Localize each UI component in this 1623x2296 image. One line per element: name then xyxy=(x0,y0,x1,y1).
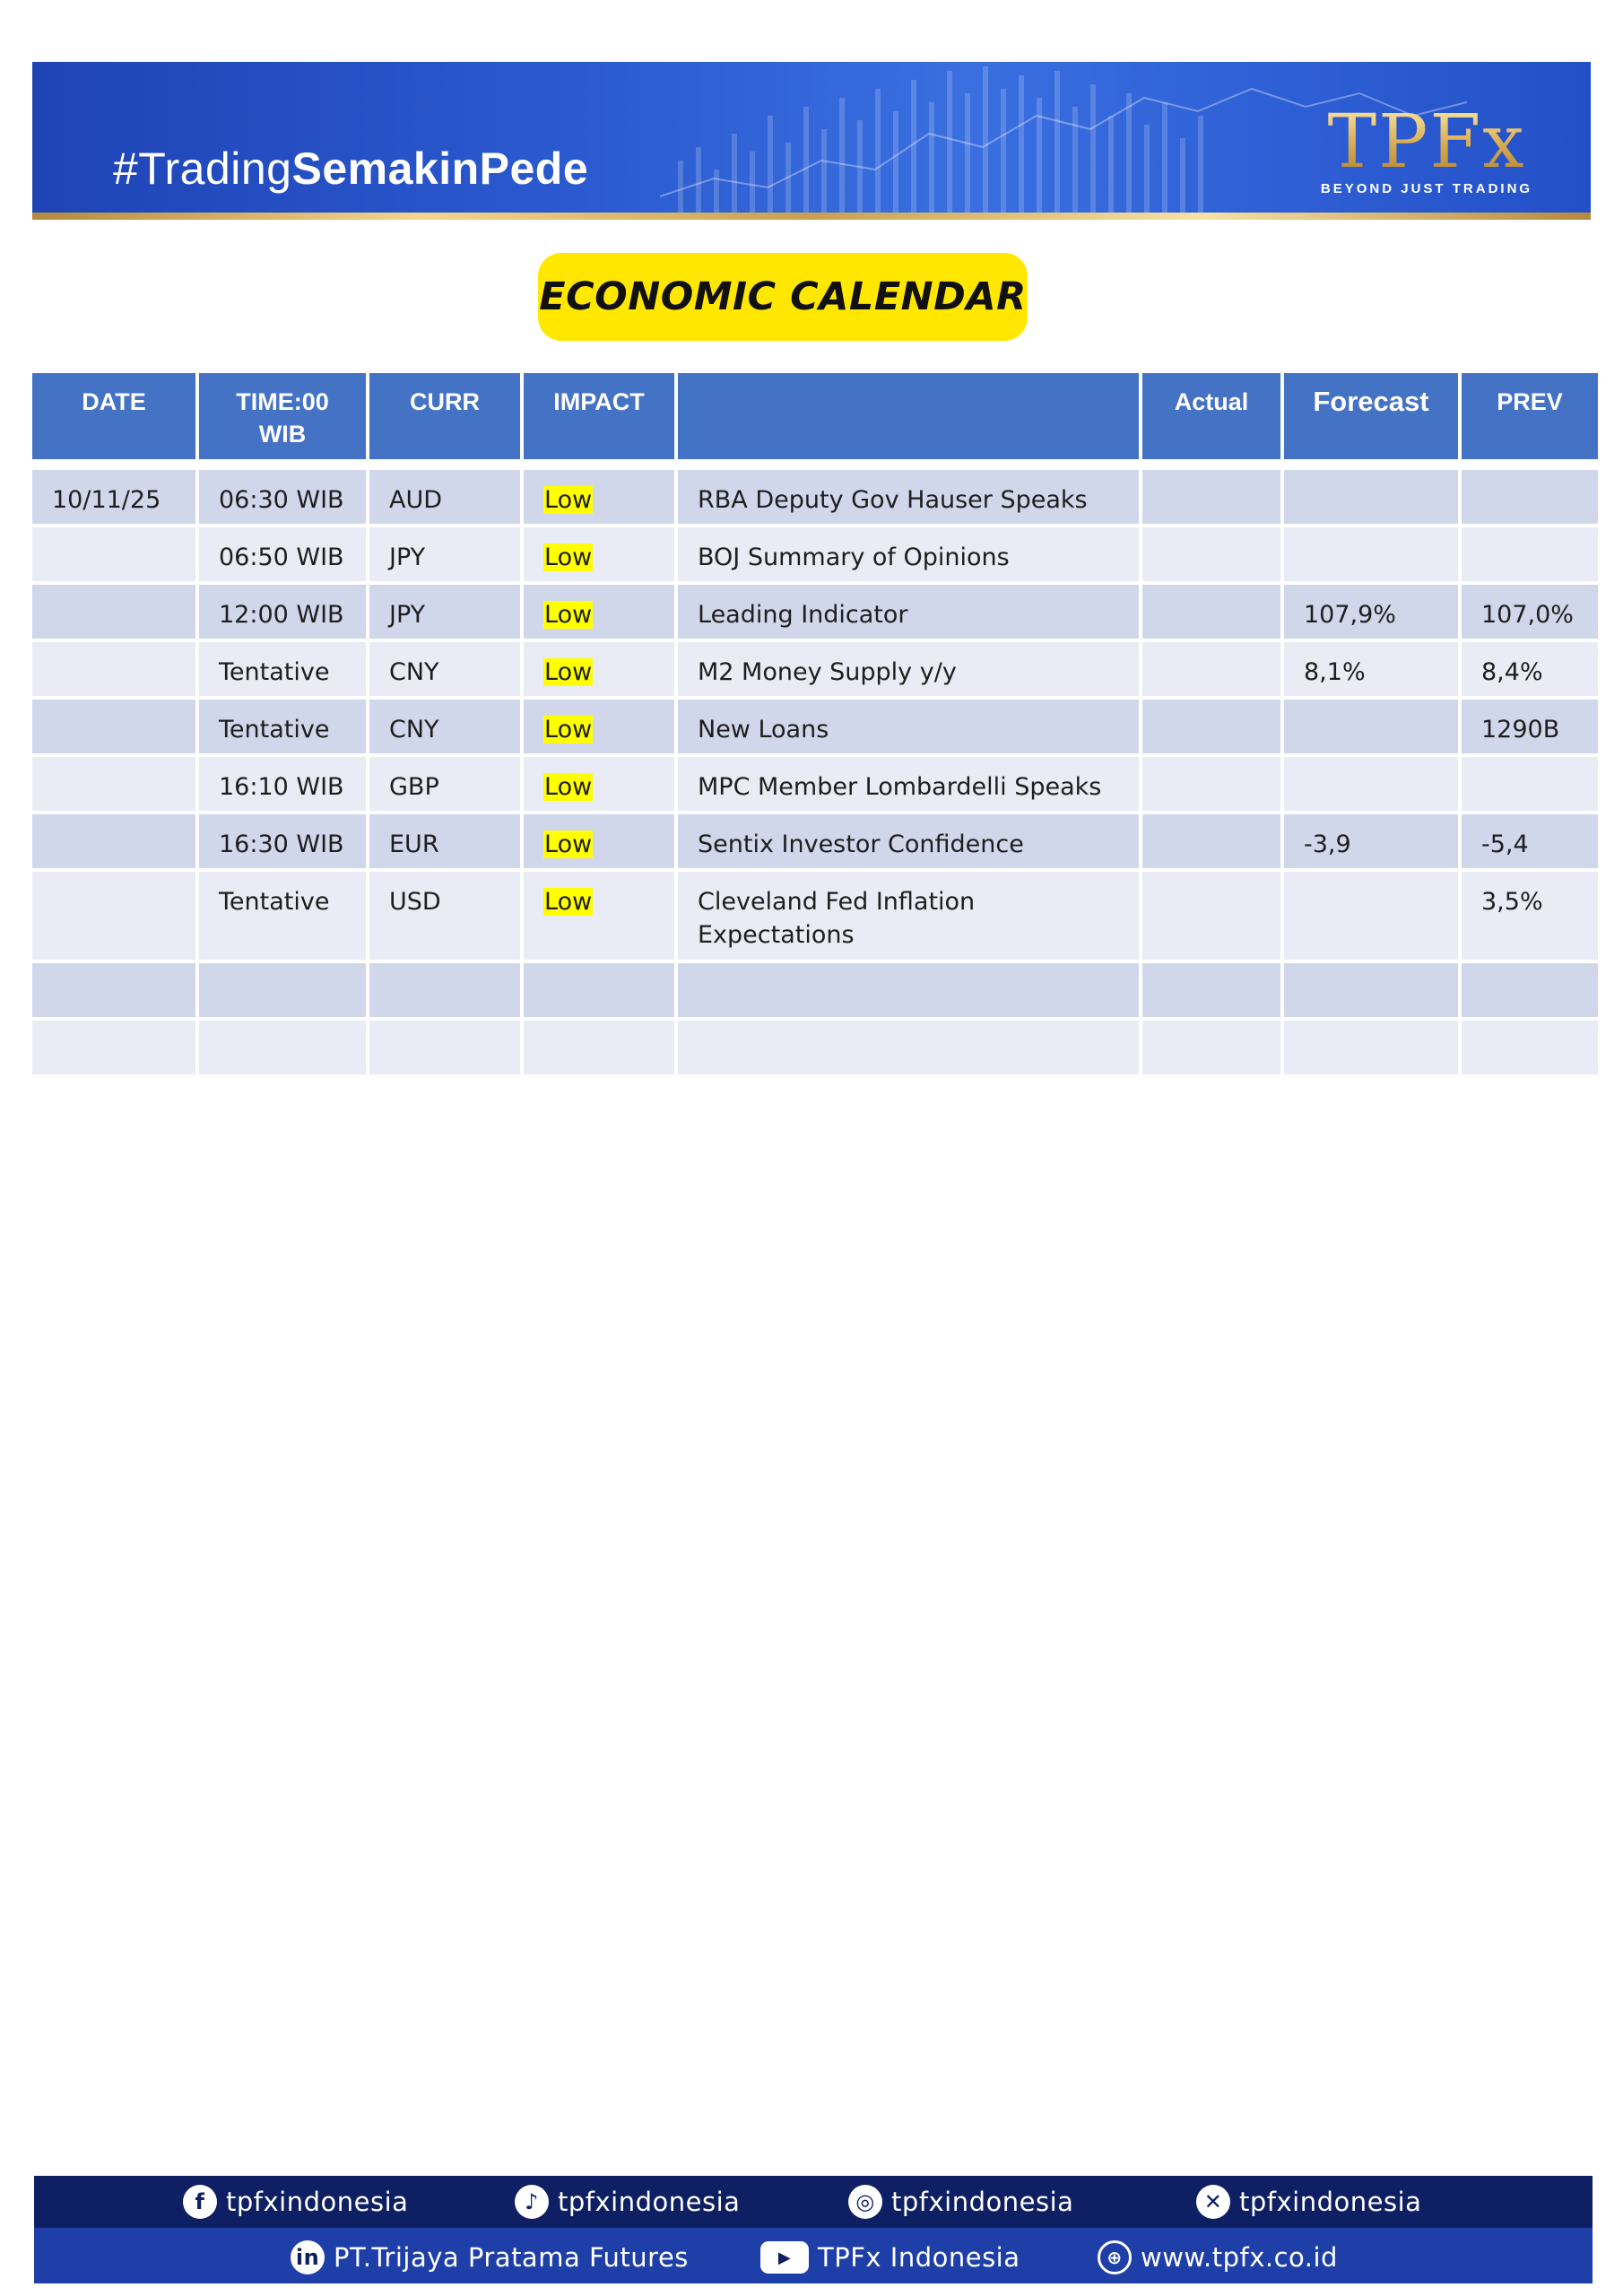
cell-curr: CNY xyxy=(369,700,520,753)
header-actual: Actual xyxy=(1142,373,1280,459)
cell-event: M2 Money Supply y/y xyxy=(678,642,1139,696)
header-time-line1: TIME:00 xyxy=(236,388,329,415)
cell-time: Tentative xyxy=(199,642,366,696)
cell-prev xyxy=(1462,470,1598,524)
impact-badge: Low xyxy=(544,601,593,629)
cell-actual xyxy=(1142,757,1280,811)
header-prev: PREV xyxy=(1462,373,1598,459)
cell-actual xyxy=(1142,527,1280,581)
cell-actual xyxy=(1142,872,1280,960)
website-label: www.tpfx.co.id xyxy=(1141,2242,1338,2273)
youtube-label: TPFx Indonesia xyxy=(818,2242,1020,2273)
cell-actual xyxy=(1142,814,1280,868)
tiktok-icon: ♪ xyxy=(515,2185,549,2219)
impact-badge: Low xyxy=(544,544,593,571)
brand-logo-text: TPFx xyxy=(1297,106,1557,179)
cell-time: 06:30 WIB xyxy=(199,470,366,524)
cell-time: 16:10 WIB xyxy=(199,757,366,811)
empty-cell xyxy=(199,1021,366,1074)
cell-time: 06:50 WIB xyxy=(199,527,366,581)
table-row xyxy=(32,470,1598,524)
linkedin-link[interactable] xyxy=(291,2240,689,2274)
cell-prev xyxy=(1462,527,1598,581)
x-link[interactable] xyxy=(1196,2185,1421,2219)
impact-badge: Low xyxy=(544,831,593,858)
cell-time: 16:30 WIB xyxy=(199,814,366,868)
cell-date xyxy=(32,757,195,811)
cell-event: MPC Member Lombardelli Speaks xyxy=(678,757,1139,811)
cell-impact xyxy=(524,470,674,524)
header-time xyxy=(199,373,366,459)
empty-cell xyxy=(32,963,195,1017)
cell-actual xyxy=(1142,700,1280,753)
cell-forecast xyxy=(1284,700,1458,753)
empty-cell xyxy=(524,1021,674,1074)
cell-curr: JPY xyxy=(369,527,520,581)
x-label: tpfxindonesia xyxy=(1239,2187,1422,2217)
cell-forecast xyxy=(1284,470,1458,524)
website-link[interactable] xyxy=(1098,2240,1338,2274)
cell-date: 10/11/25 xyxy=(32,470,195,524)
cell-prev: 3,5% xyxy=(1462,872,1598,960)
cell-forecast: -3,9 xyxy=(1284,814,1458,868)
instagram-link[interactable] xyxy=(848,2185,1073,2219)
cell-event: BOJ Summary of Opinions xyxy=(678,527,1139,581)
empty-cell xyxy=(32,1021,195,1074)
page-title-pill xyxy=(538,253,1028,341)
impact-badge: Low xyxy=(544,888,593,916)
cell-event: Leading Indicator xyxy=(678,585,1139,639)
cell-time: 12:00 WIB xyxy=(199,585,366,639)
empty-cell xyxy=(369,963,520,1017)
cell-prev: 8,4% xyxy=(1462,642,1598,696)
cell-date xyxy=(32,814,195,868)
empty-cell xyxy=(369,1021,520,1074)
hashtag-bold: SemakinPede xyxy=(291,144,589,194)
tiktok-label: tpfxindonesia xyxy=(558,2187,741,2217)
cell-time: Tentative xyxy=(199,700,366,753)
instagram-icon: ◎ xyxy=(848,2185,882,2219)
social-footer xyxy=(34,2176,1593,2283)
impact-badge: Low xyxy=(544,716,593,744)
facebook-label: tpfxindonesia xyxy=(226,2187,409,2217)
cell-curr: JPY xyxy=(369,585,520,639)
instagram-label: tpfxindonesia xyxy=(891,2187,1074,2217)
empty-cell xyxy=(1142,963,1280,1017)
cell-forecast xyxy=(1284,757,1458,811)
x-icon: ✕ xyxy=(1196,2185,1230,2219)
cell-impact xyxy=(524,585,674,639)
empty-cell xyxy=(524,963,674,1017)
cell-forecast: 8,1% xyxy=(1284,642,1458,696)
cell-actual xyxy=(1142,585,1280,639)
cell-date xyxy=(32,700,195,753)
facebook-link[interactable] xyxy=(183,2185,408,2219)
cell-event: New Loans xyxy=(678,700,1139,753)
cell-impact xyxy=(524,757,674,811)
header-impact: IMPACT xyxy=(524,373,674,459)
header-banner xyxy=(32,62,1591,220)
youtube-link[interactable] xyxy=(760,2241,1020,2274)
cell-event: Sentix Investor Confidence xyxy=(678,814,1139,868)
cell-event-line1: Cleveland Fed Inflation xyxy=(698,888,976,916)
cell-curr: GBP xyxy=(369,757,520,811)
empty-cell xyxy=(678,1021,1139,1074)
table-row xyxy=(32,700,1598,753)
cell-prev: -5,4 xyxy=(1462,814,1598,868)
empty-table-row xyxy=(32,963,1598,1017)
page-title: ECONOMIC CALENDAR xyxy=(539,274,1027,319)
hashtag-slogan xyxy=(113,143,588,195)
tiktok-link[interactable] xyxy=(515,2185,740,2219)
header-event xyxy=(678,373,1139,459)
brand-tagline: BEYOND JUST TRADING xyxy=(1320,181,1533,196)
empty-table-row xyxy=(32,1021,1598,1074)
table-row xyxy=(32,872,1598,960)
table-row xyxy=(32,527,1598,581)
linkedin-icon: in xyxy=(291,2240,325,2274)
cell-curr: CNY xyxy=(369,642,520,696)
cell-impact xyxy=(524,700,674,753)
cell-date xyxy=(32,585,195,639)
header-forecast: Forecast xyxy=(1284,373,1458,459)
table-row xyxy=(32,814,1598,868)
cell-prev: 1290B xyxy=(1462,700,1598,753)
cell-impact xyxy=(524,872,674,960)
cell-actual xyxy=(1142,642,1280,696)
brand-logo xyxy=(1297,100,1557,196)
cell-forecast xyxy=(1284,872,1458,960)
cell-impact xyxy=(524,814,674,868)
cell-forecast: 107,9% xyxy=(1284,585,1458,639)
cell-event: RBA Deputy Gov Hauser Speaks xyxy=(678,470,1139,524)
banner-gold-divider xyxy=(32,213,1591,220)
cell-event-line2: Expectations xyxy=(698,921,855,949)
header-time-line2: WIB xyxy=(258,421,307,448)
header-curr: CURR xyxy=(369,373,520,459)
table-row xyxy=(32,757,1598,811)
economic-calendar-table xyxy=(29,370,1601,1078)
header-date: DATE xyxy=(32,373,195,459)
youtube-icon: ▶ xyxy=(760,2241,809,2274)
empty-cell xyxy=(1462,1021,1598,1074)
cell-prev xyxy=(1462,757,1598,811)
empty-cell xyxy=(678,963,1139,1017)
table-row xyxy=(32,642,1598,696)
cell-date xyxy=(32,527,195,581)
impact-badge: Low xyxy=(544,773,593,801)
empty-cell xyxy=(1462,963,1598,1017)
hashtag-prefix: #Trading xyxy=(113,144,292,194)
table-row xyxy=(32,585,1598,639)
cell-curr: USD xyxy=(369,872,520,960)
empty-cell xyxy=(199,963,366,1017)
cell-date xyxy=(32,872,195,960)
cell-curr: AUD xyxy=(369,470,520,524)
table-header-row xyxy=(32,373,1598,459)
facebook-icon: f xyxy=(183,2185,217,2219)
empty-cell xyxy=(1284,1021,1458,1074)
cell-actual xyxy=(1142,470,1280,524)
cell-prev: 107,0% xyxy=(1462,585,1598,639)
impact-badge: Low xyxy=(544,658,593,686)
cell-event xyxy=(678,872,1139,960)
cell-impact xyxy=(524,527,674,581)
cell-time: Tentative xyxy=(199,872,366,960)
cell-impact xyxy=(524,642,674,696)
cell-date xyxy=(32,642,195,696)
cell-curr: EUR xyxy=(369,814,520,868)
cell-forecast xyxy=(1284,527,1458,581)
globe-icon: ⊕ xyxy=(1098,2240,1132,2274)
empty-cell xyxy=(1142,1021,1280,1074)
impact-badge: Low xyxy=(544,486,593,514)
empty-cell xyxy=(1284,963,1458,1017)
linkedin-label: PT.Trijaya Pratama Futures xyxy=(334,2242,689,2273)
